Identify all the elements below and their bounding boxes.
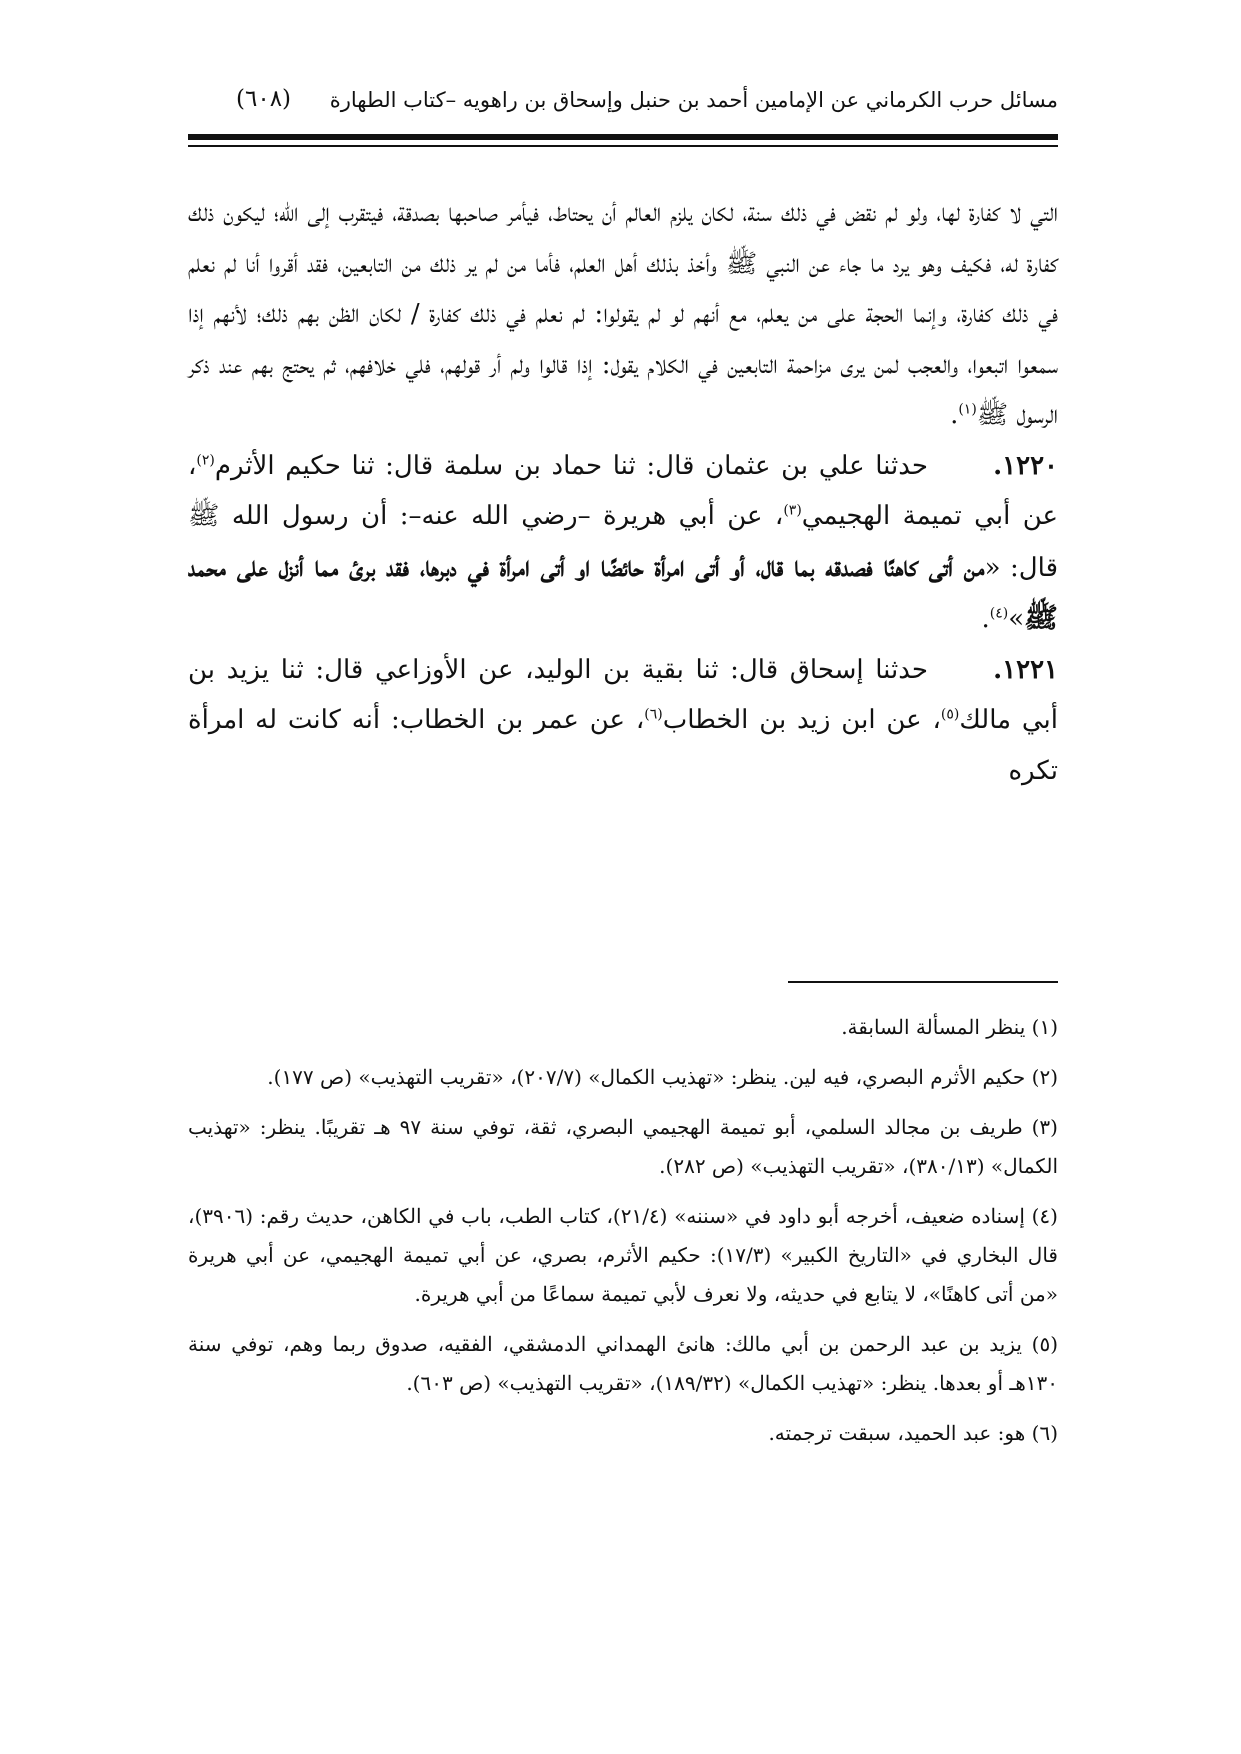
hadith-text: ، عن أبي هريرة –رضي الله عنه–: أن رسول الله ﷺ قال: « xyxy=(188,501,1058,583)
hadith-end: . xyxy=(981,604,990,634)
footnote-ref: (٢) xyxy=(196,451,215,468)
footnote-2: (٢) حكيم الأثرم البصري، فيه لين. ينظر: «تهذيب الكمال» (٢٠٧/٧)، «تقريب التهذيب» (ص ١٧٧). xyxy=(267,1065,1058,1089)
hadith-1221 xyxy=(188,645,1058,797)
hadith-number: ١٢٢١. xyxy=(993,654,1058,685)
hadith-text: ، عن ابن زيد بن الخطاب xyxy=(662,705,941,735)
hadith-number: ١٢٢٠. xyxy=(993,450,1058,481)
page-number: (٦٠٨) xyxy=(236,86,292,112)
footnote-ref: (٦) xyxy=(644,706,663,723)
running-header xyxy=(188,82,1058,122)
intro-end: . xyxy=(950,400,959,430)
footnote-1: (١) ينظر المسألة السابقة. xyxy=(841,1015,1058,1039)
hadith-text: ، عن أبي تميمة الهجيمي xyxy=(188,450,1059,531)
footnote-5: (٥) يزيد بن عبد الرحمن بن أبي مالك: هانئ الهمداني الدمشقي، الفقيه، صدوق ربما وهم، توفي سنة ١٣٠هـ أو بعدها. ينظر: «تهذيب الكمال» (١٨٩/٣٢)، «تقريب التهذيب» (ص ٦٠٣). xyxy=(188,1332,1058,1395)
intro-text: التي لا كفارة لها، ولو لم نقض في ذلك سنة، لكان يلزم العالم أن يحتاط، فيأمر صاحبها بصدقة، فيتقرب إلى الله؛ ليكون ذلك كفارة له، فكيف وهو يرد ما جاء عن النبي ﷺ وأخذ بذلك أهل العلم، فأما من لم ير ذلك من التابعين، فقد أقروا أنا لم نعلم في ذلك كفارة، وإنما الحجة على من يعلم، مع أنهم لو لم يقولوا: لم نعلم في ذلك كفارة / لكان الظن بهم ذلك؛ لأنهم إذا سمعوا اتبعوا، والعجب لمن يرى مزاحمة التابعين في الكلام يقول: إذا قالوا ولم أر قولهم، فلي خلافهم، ثم يحتج بهم عند ذكر الرسول ﷺ xyxy=(188,198,1058,430)
footnote-ref: (٣) xyxy=(783,502,802,519)
footnote-6: (٦) هو: عبد الحميد، سبقت ترجمته. xyxy=(768,1421,1058,1445)
footnote-separator xyxy=(788,981,1058,983)
hadith-1220 xyxy=(188,441,1058,645)
header-rule-thin xyxy=(188,145,1058,147)
footnote-ref: (١) xyxy=(958,401,977,418)
header-title: مسائل حرب الكرماني عن الإمامين أحمد بن حنبل وإسحاق بن راهويه –كتاب الطهارة xyxy=(329,88,1058,112)
intro-paragraph xyxy=(188,188,1058,441)
hadith-text: حدثنا إسحاق قال: ثنا بقية بن الوليد، عن الأوزاعي قال: ثنا يزيد بن أبي مالك xyxy=(188,654,1058,735)
main-text xyxy=(188,188,1058,796)
header-rule-thick xyxy=(188,134,1058,140)
footnote-ref: (٥) xyxy=(940,706,960,723)
footnote-ref: (٤) xyxy=(989,605,1009,622)
close-quote: » xyxy=(1008,604,1025,634)
footnote-3: (٣) طريف بن مجالد السلمي، أبو تميمة الهجيمي البصري، ثقة، توفي سنة ٩٧ هـ تقريبًا. ينظر: «تهذيب الكمال» (٣٨٠/١٣)، «تقريب التهذيب» (ص ٢٨٢). xyxy=(188,1115,1058,1178)
footnote-4: (٤) إسناده ضعيف، أخرجه أبو داود في «سننه» (٢١/٤)، كتاب الطب، باب في الكاهن، حديث رقم: (٣٩٠٦)، قال البخاري في «التاريخ الكبير» (١٧/٣): حكيم الأثرم، بصري، عن أبي تميمة الهجيمي، عن أبي هريرة «من أتى كاهنًا»، لا يتابع في حديثه، ولا نعرف لأبي تميمة سماعًا من أبي هريرة. xyxy=(188,1204,1058,1306)
hadith-text: حدثنا علي بن عثمان قال: ثنا حماد بن سلمة قال: ثنا حكيم الأثرم xyxy=(214,450,928,481)
footnotes xyxy=(188,1008,1058,1464)
hadith-text: ، عن عمر بن الخطاب: أنه كانت له امرأة تكره xyxy=(188,705,1058,786)
hadith-matn: من أتى كاهنًا فصدقه بما قال، أو أتى امرأة حائضًا او أتى امرأة في دبرها، فقد برئ مما أنزل على محمد ﷺ xyxy=(188,549,1058,634)
